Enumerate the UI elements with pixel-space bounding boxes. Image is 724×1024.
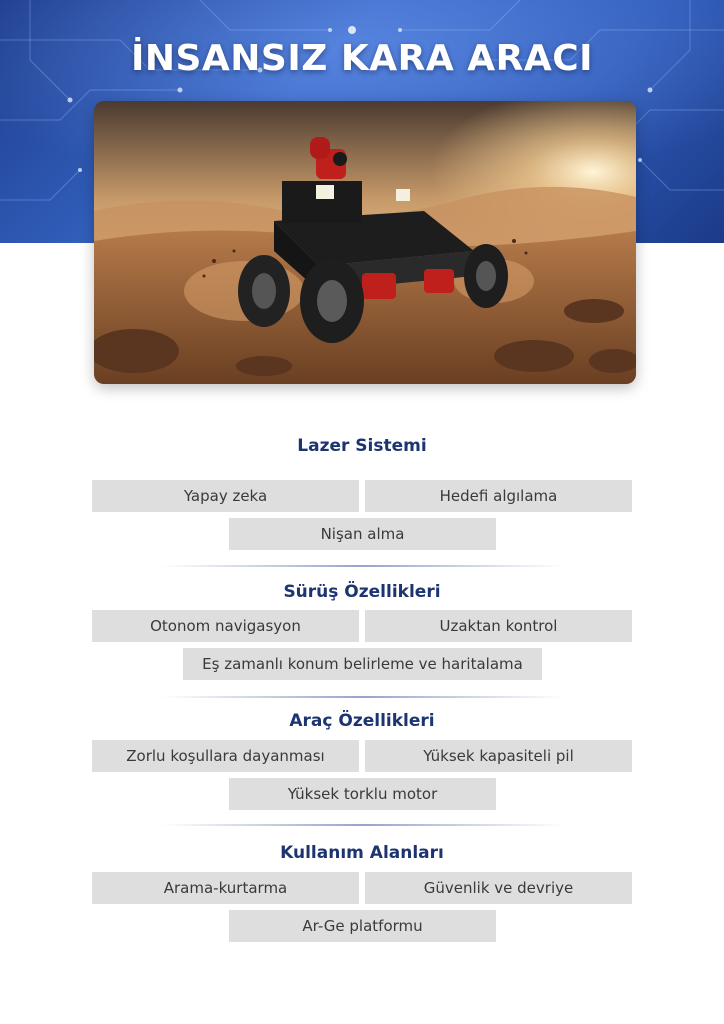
feature-box: Ar-Ge platformu [229,910,496,942]
section-title-arac-ozellikleri: Araç Özellikleri [289,711,435,731]
ugv-photo [94,101,636,384]
feature-box: Arama-kurtarma [92,872,359,904]
ugv-robot-desert-icon [94,101,636,384]
feature-box: Uzaktan kontrol [365,610,632,642]
page-title: İNSANSIZ KARA ARACI [130,38,594,79]
section-divider [160,565,564,567]
feature-box: Yüksek kapasiteli pil [365,740,632,772]
section-divider [160,696,564,698]
section-title-lazer-sistemi: Lazer Sistemi [297,436,427,456]
feature-box: Yüksek torklu motor [229,778,496,810]
section-title-surus-ozellikleri: Sürüş Özellikleri [283,582,441,602]
feature-box: Nişan alma [229,518,496,550]
feature-box: Eş zamanlı konum belirleme ve haritalama [183,648,542,680]
feature-box: Hedefi algılama [365,480,632,512]
feature-box: Yapay zeka [92,480,359,512]
feature-box: Zorlu koşullara dayanması [92,740,359,772]
section-title-kullanim-alanlari: Kullanım Alanları [280,843,444,863]
section-divider [160,824,564,826]
feature-box: Otonom navigasyon [92,610,359,642]
feature-box: Güvenlik ve devriye [365,872,632,904]
